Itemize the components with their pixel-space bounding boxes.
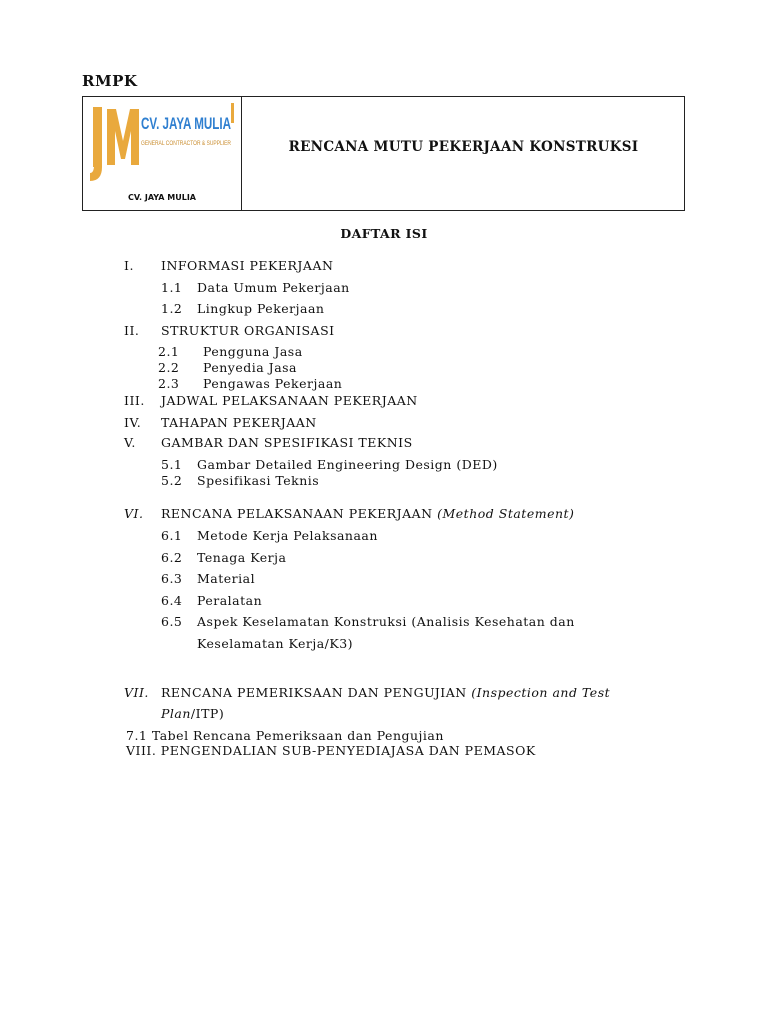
toc-item: VIII. PENGENDALIAN SUB-PENYEDIAJASA DAN PEMASOK — [126, 743, 536, 758]
toc-item — [161, 506, 574, 521]
toc-item: 7.1 Tabel Rencana Pemeriksaan dan Pengujian — [126, 728, 444, 743]
toc-item: Spesifikasi Teknis — [197, 473, 320, 488]
toc-item-number: V. — [124, 435, 136, 450]
toc-item-number: 6.1 — [161, 528, 183, 543]
toc-item: Aspek Keselamatan Konstruksi (Analisis Kesehatan dan — [197, 614, 575, 629]
toc-item-number: IV. — [124, 415, 142, 430]
toc-item-italic: Plan — [161, 706, 191, 721]
toc-item-continued: Keselamatan Kerja/K3) — [197, 636, 354, 651]
toc-item-number: II. — [124, 323, 140, 338]
toc-item-number: 5.1 — [161, 457, 183, 472]
document-label: RMPK — [82, 72, 138, 90]
toc-item: JADWAL PELAKSANAAN PEKERJAAN — [161, 393, 418, 408]
toc-item: Material — [197, 571, 256, 586]
toc-item-number: 6.4 — [161, 593, 183, 608]
toc-item: Lingkup Pekerjaan — [197, 301, 325, 316]
toc-item-italic: (Method Statement) — [437, 506, 575, 521]
toc-item: Data Umum Pekerjaan — [197, 280, 350, 295]
toc-item-italic: (Inspection and Test — [471, 685, 611, 700]
svg-text:GENERAL CONTRACTOR & SUPPLIER: GENERAL CONTRACTOR & SUPPLIER — [141, 141, 232, 147]
toc-item-number: 2.3 — [158, 376, 180, 391]
toc-item-text: RENCANA PEMERIKSAAN DAN PENGUJIAN — [161, 685, 467, 700]
toc-item: STRUKTUR ORGANISASI — [161, 323, 335, 338]
toc-item: Pengguna Jasa — [203, 344, 303, 359]
toc-item-text: RENCANA PELAKSANAAN PEKERJAAN — [161, 506, 433, 521]
company-logo — [87, 101, 237, 185]
toc-item-number: III. — [124, 393, 145, 408]
toc-item: GAMBAR DAN SPESIFIKASI TEKNIS — [161, 435, 413, 450]
header-box — [82, 96, 685, 211]
toc-heading: DAFTAR ISI — [340, 226, 428, 241]
toc-item-continued — [161, 706, 224, 721]
toc-item-number: 6.5 — [161, 614, 183, 629]
toc-item-number: VI. — [124, 506, 144, 521]
toc-item-number: 2.1 — [158, 344, 180, 359]
toc-item: TAHAPAN PEKERJAAN — [161, 415, 317, 430]
toc-item: Peralatan — [197, 593, 263, 608]
toc-item-number: 1.2 — [161, 301, 183, 316]
toc-item-number: 6.3 — [161, 571, 183, 586]
toc-item-text: /ITP) — [190, 706, 225, 721]
toc-item-number: I. — [124, 258, 134, 273]
toc-item-number: VII. — [124, 685, 149, 700]
toc-item-number: 1.1 — [161, 280, 183, 295]
document-title: RENCANA MUTU PEKERJAAN KONSTRUKSI — [288, 139, 639, 155]
logo-caption: CV. JAYA MULIA — [128, 193, 196, 202]
toc-item-number: 5.2 — [161, 473, 183, 488]
toc-item-number: 2.2 — [158, 360, 180, 375]
toc-item: Penyedia Jasa — [203, 360, 298, 375]
toc-item-number: 6.2 — [161, 550, 183, 565]
toc-item: Tenaga Kerja — [197, 550, 287, 565]
svg-text:CV. JAYA MULIA: CV. JAYA MULIA — [141, 114, 231, 133]
toc-item — [161, 685, 610, 700]
toc-item: Gambar Detailed Engineering Design (DED) — [197, 457, 498, 472]
toc-item: INFORMASI PEKERJAAN — [161, 258, 334, 273]
toc-item: Pengawas Pekerjaan — [203, 376, 343, 391]
toc-item: Metode Kerja Pelaksanaan — [197, 528, 378, 543]
